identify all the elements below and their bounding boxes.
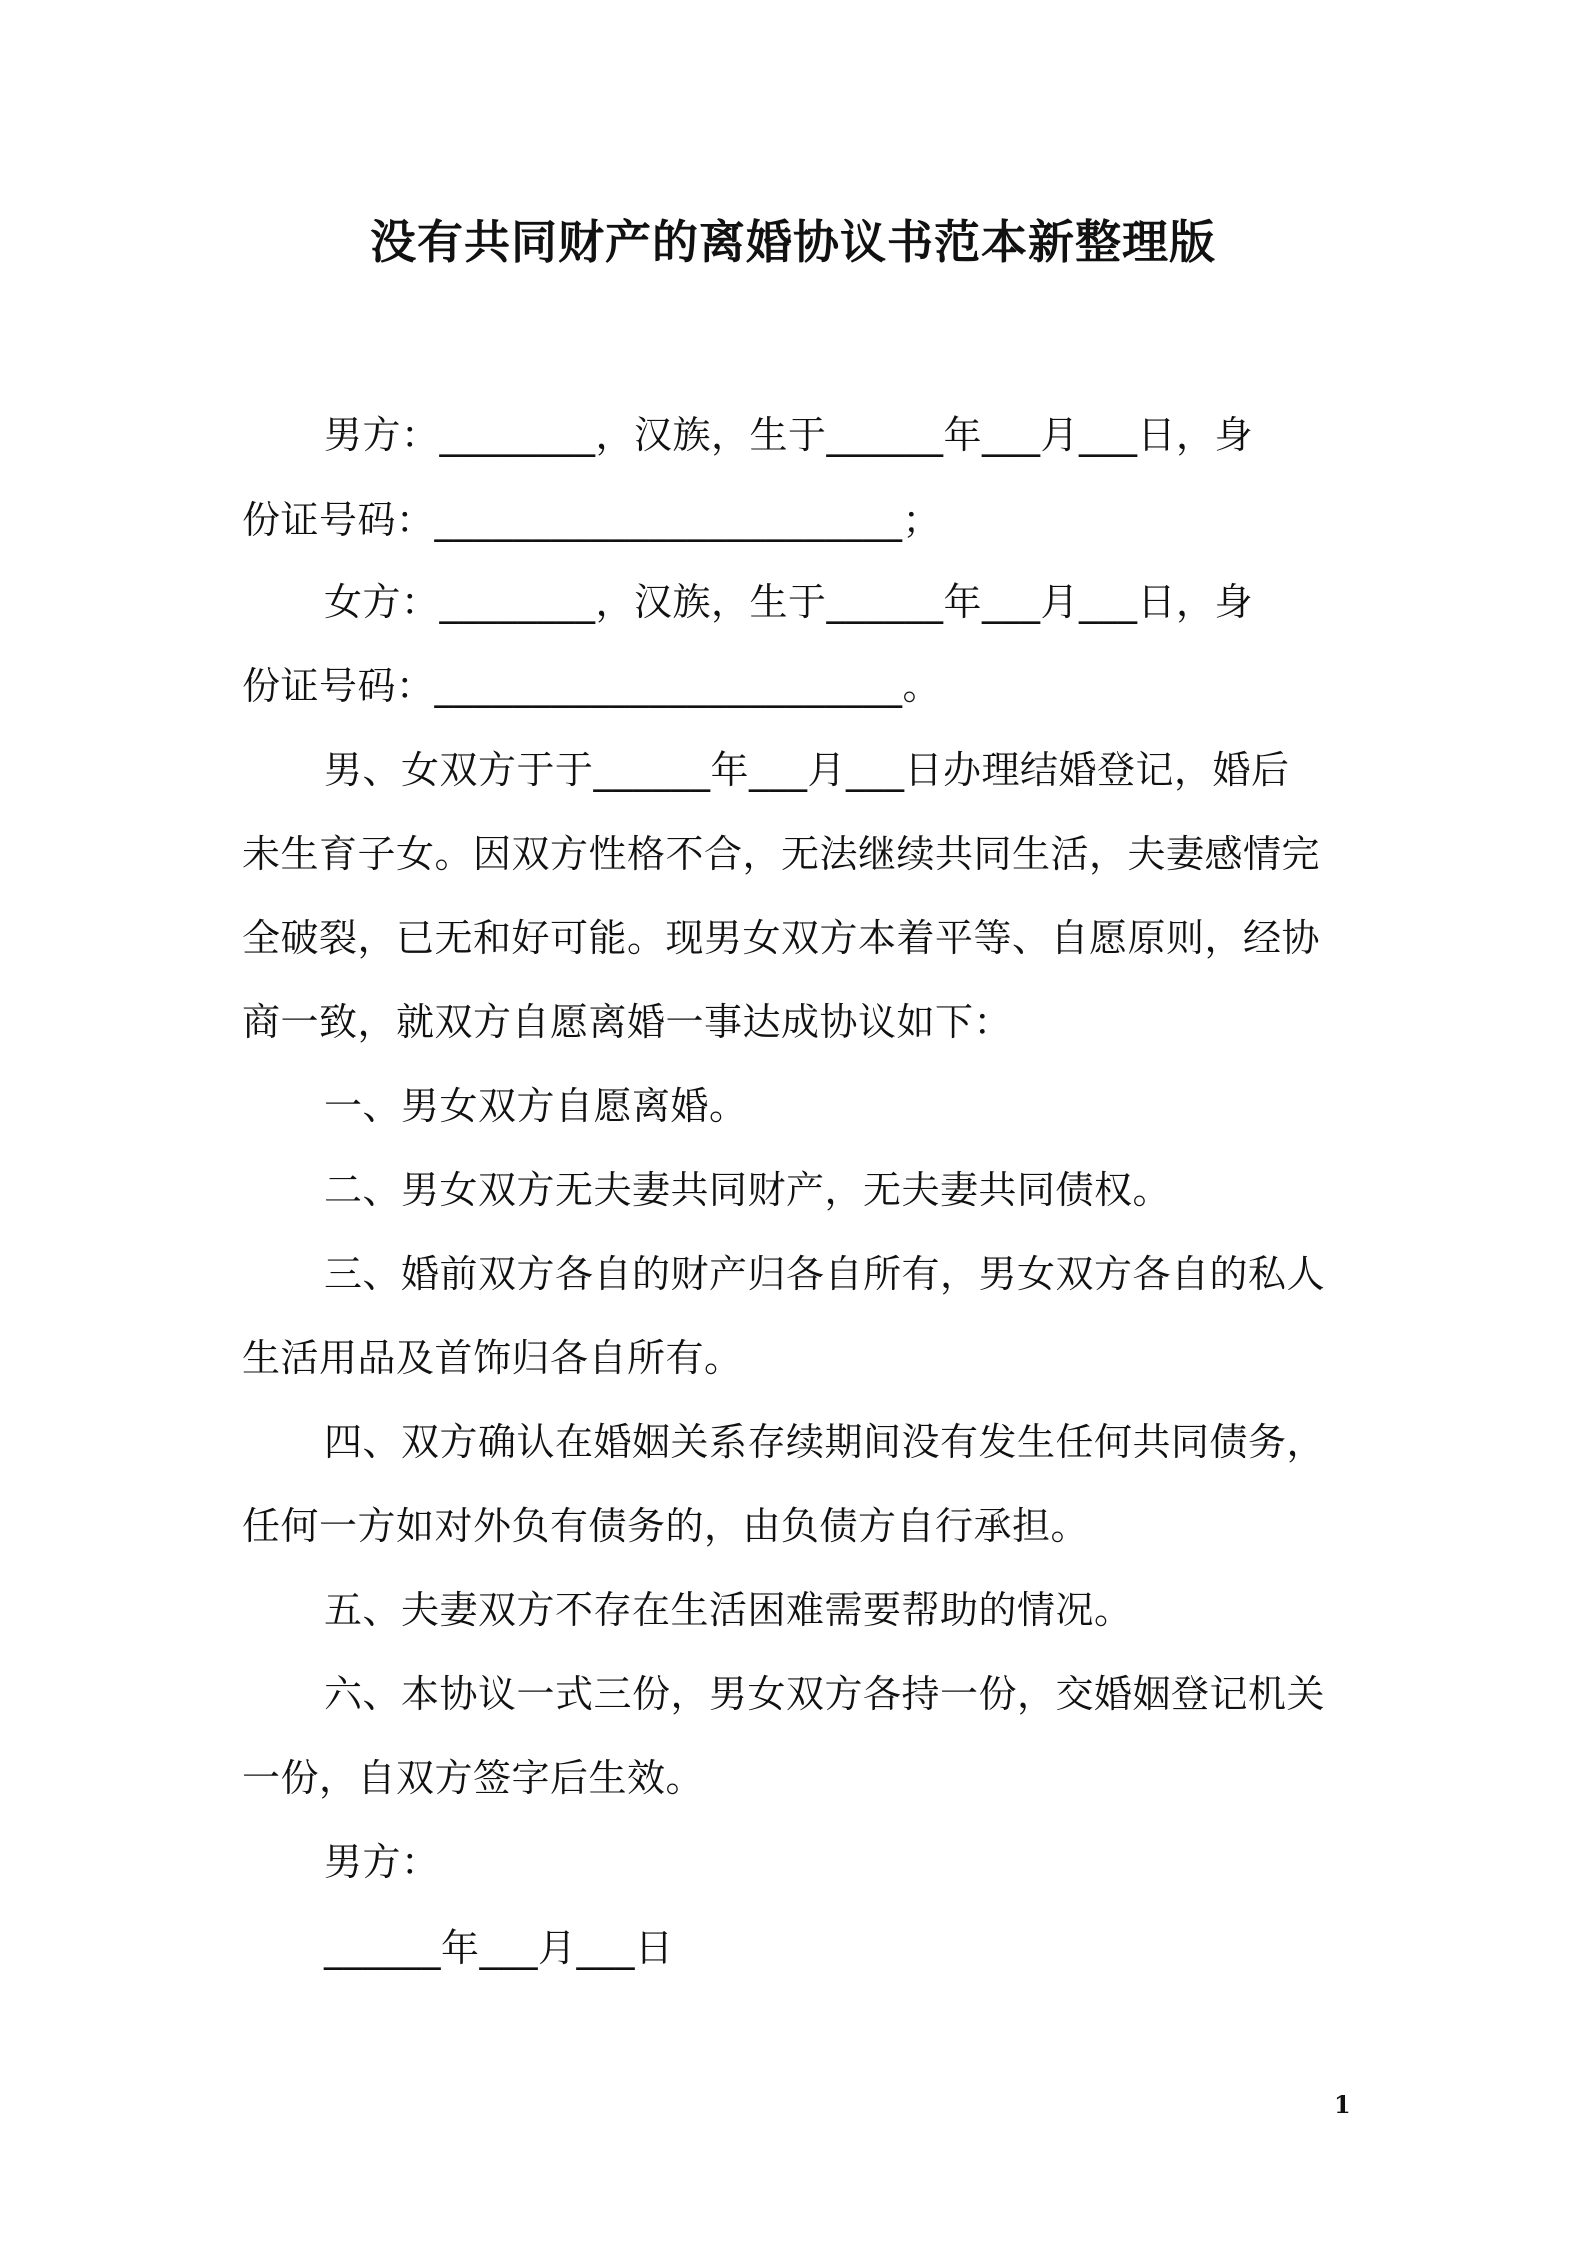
line-marriage-1: 男、女双方于于______年___月___日办理结婚登记，婚后 <box>324 748 1290 792</box>
page-number: 1 <box>1334 2090 1351 2119</box>
document-title: 没有共同财产的离婚协议书范本新整理版 <box>370 215 1216 269</box>
line-clause-1: 一、男女双方自愿离婚。 <box>324 1084 748 1128</box>
line-signature-husband: 男方： <box>324 1840 440 1884</box>
line-signature-date: ______年___月___日 <box>324 1926 674 1970</box>
line-clause-5: 五、夫妻双方不存在生活困难需要帮助的情况。 <box>324 1588 1133 1632</box>
line-clause-6a: 六、本协议一式三份，男女双方各持一份，交婚姻登记机关 <box>324 1672 1326 1716</box>
line-clause-3b: 生活用品及首饰归各自所有。 <box>242 1336 743 1380</box>
line-wife-info: 女方：________，汉族，生于______年___月___日，身 <box>324 580 1254 624</box>
line-clause-4b: 任何一方如对外负有债务的，由负债方自行承担。 <box>242 1504 1090 1548</box>
line-marriage-3: 全破裂，已无和好可能。现男女双方本着平等、自愿原则，经协 <box>242 916 1321 960</box>
line-clause-2: 二、男女双方无夫妻共同财产，无夫妻共同债权。 <box>324 1168 1172 1212</box>
line-husband-id: 份证号码：________________________； <box>242 498 942 542</box>
line-clause-3a: 三、婚前双方各自的财产归各自所有，男女双方各自的私人 <box>324 1252 1326 1296</box>
line-clause-6b: 一份，自双方签字后生效。 <box>242 1756 705 1800</box>
line-marriage-2: 未生育子女。因双方性格不合，无法继续共同生活，夫妻感情完 <box>242 832 1321 876</box>
line-marriage-4: 商一致，就双方自愿离婚一事达成协议如下： <box>242 1000 1013 1044</box>
line-wife-id: 份证号码：________________________。 <box>242 664 942 708</box>
line-clause-4a: 四、双方确认在婚姻关系存续期间没有发生任何共同债务， <box>324 1420 1326 1464</box>
line-husband-info: 男方：________，汉族，生于______年___月___日，身 <box>324 413 1254 457</box>
